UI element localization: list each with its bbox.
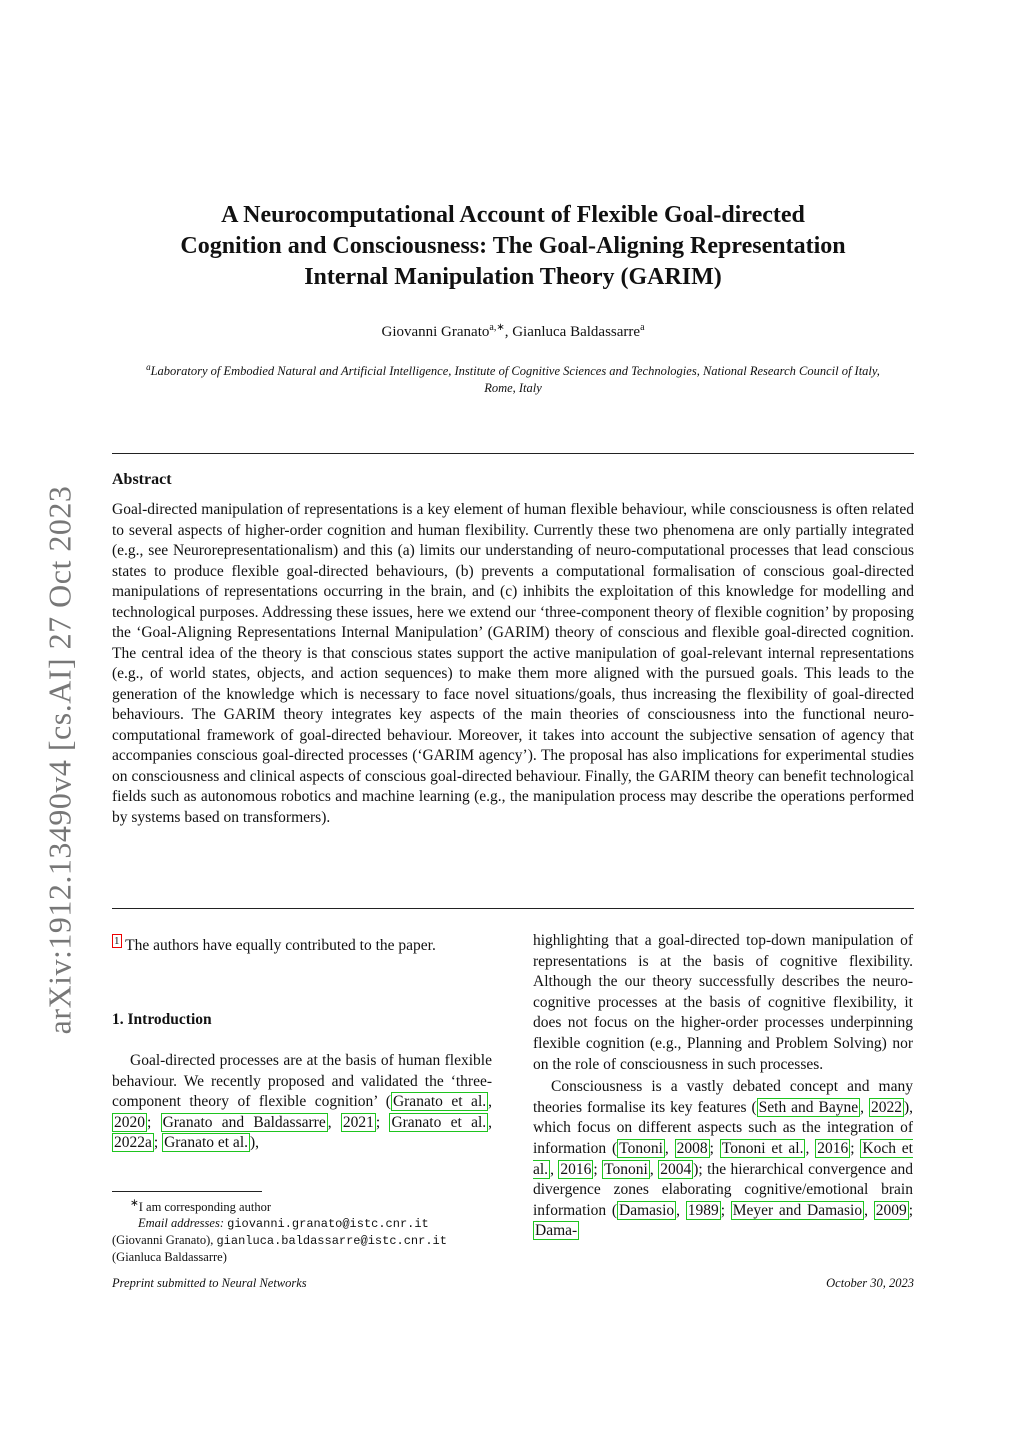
citation-link[interactable]: Tononi (619, 1139, 663, 1157)
date-note: October 30, 2023 (826, 1276, 914, 1290)
equal-contribution-note: $^1$ The authors have equally contributed to the paper. (114, 935, 436, 955)
citation-link[interactable]: 2016 (817, 1139, 849, 1157)
arxiv-side-label (0, 460, 80, 1060)
abstract-top-rule (112, 453, 914, 454)
intro-right-column (533, 931, 913, 1242)
section-heading-introduction: 1. Introduction (112, 1011, 212, 1028)
citation-link[interactable]: 2016 (560, 1160, 592, 1178)
email-link[interactable]: gianluca.baldassarre@istc.cnr.it (216, 1234, 447, 1249)
paper-title: A Neurocomputational Account of Flexible Goal-directed Cognition and Consciousness: The Goal-Aligning Representation Internal Manipulation Theory (GARIM) (180, 202, 846, 290)
citation-link[interactable]: Seth and Bayne (758, 1098, 859, 1116)
citation-link[interactable]: Granato et al. (392, 1093, 487, 1111)
citation-link[interactable]: Granato and Baldassarre (162, 1113, 326, 1131)
abstract-bottom-rule (112, 908, 914, 909)
author-list: Giovanni Granato$^{a,∗}$, Gianluca Baldassarre$^a$ (381, 322, 645, 340)
author-baldassarre: Gianluca Baldassarre (512, 324, 641, 340)
author-granato: Giovanni Granato (381, 324, 490, 340)
citation-link[interactable]: Granato et al. (391, 1113, 487, 1131)
citation-link[interactable]: Tononi (604, 1160, 648, 1178)
citation-link[interactable]: Dama- (535, 1222, 578, 1240)
citation-link[interactable]: 2022a (114, 1134, 152, 1152)
citation-link[interactable]: Granato et al. (164, 1134, 248, 1152)
intro-paragraph: Goal-directed processes are at the basis of human flexible behaviour. We recently proposed and validated the ‘three-component theory of flexible cognition’ ( Granato et al. , 2020 ; Granato and Baldassarre , 2021 ; Granato et al. , 2022a ; Granato et al. ), (112, 1052, 493, 1152)
citation-link[interactable]: 2021 (342, 1113, 374, 1131)
citation-link[interactable]: 1989 (687, 1201, 719, 1219)
abstract-text: Goal-directed manipulation of representations is a key element of human flexible behaviour, while consciousness is often related to several aspects of higher-order cognition and human flexibility. Currently these two phenomena are only partially integrated (e.g., see Neurorepresentationalism) and this (a) limits our understanding of neuro-computational processes that lead conscious states to produce flexible goal-directed behaviours, (b) prevents a computational formalisation of conscious goal-directed manipulations of representations occurring in the brain, and (c) inhibits the exploitation of this knowledge for modelling and technological purposes. Addressing these issues, here we extend our ‘three-component theory of flexible cognition’ by proposing the ‘Goal-Aligning Representations Internal Manipulation’ (GARIM) theory of conscious and flexible goal-directed cognition. The central idea of the theory is that conscious states support the active manipulation of goal-relevant internal representations (e.g., of world states, objects, and action sequences) to make them more aligned with the pursued goals. This leads to the generation of the knowledge which is necessary to face novel situations/goals, thus increasing the flexibility of goal-directed behaviours. The GARIM theory integrates key aspects of the main theories of consciousness into the functional neuro-computational framework of goal-directed behaviour. Moreover, it takes into account the subjective sensation of agency that accompanies conscious goal-directed processes (‘GARIM agency’). The proposal has also implications for experimental studies on consciousness and clinical aspects of conscious goal-directed behaviour. Finally, the GARIM theory can benefit technological fields such as autonomous robotics and machine learning (e.g., the manipulation process may describe the operations performed by systems based on transformers). (112, 501, 914, 826)
citation-link[interactable]: 2009 (875, 1201, 907, 1219)
corresponding-footnote: ∗I am corresponding author Email addresses: giovanni.granato@istc.cnr.it (Giovanni Granato), gianluca.baldassarre@istc.cnr.it (Gianluca Baldassarre) (112, 1198, 447, 1265)
citation-link[interactable]: Koch et al. (533, 1139, 913, 1178)
affiliation: $^a$Laboratory of Embodied Natural and Artificial Intelligence, Institute of Cognitive Sciences and Technologies, National Research Council of Italy, Rome, Italy (146, 362, 880, 396)
citation-link[interactable]: 2008 (676, 1139, 708, 1157)
footnote-rule (112, 1191, 262, 1192)
citation-link[interactable]: Tononi et al. (721, 1139, 804, 1157)
preprint-note: Preprint submitted to Neural Networks (112, 1276, 307, 1290)
right-paragraph-2: Consciousness is a vastly debated concept and many theories formalise its key features ( Seth and Bayne , 2022 ), which focus on different aspects such as the integration of information ( Tononi , 2008 ; Tononi et al. , 2016 ; Koch et al. , 2016 ; Tononi , 2004 ); the hierarchical convergence and divergence zones elaborating cognitive/emotional brain information ( Damasio , 1989 ; Meyer and Damasio , 2009 ; Dama- (533, 1078, 914, 1240)
email-link[interactable]: giovanni.granato@istc.cnr.it (227, 1217, 429, 1232)
citation-link[interactable]: Damasio (619, 1201, 675, 1219)
citation-link[interactable]: Meyer and Damasio (732, 1201, 863, 1219)
intro-left-column (112, 1051, 492, 1154)
citation-link[interactable]: 2004 (660, 1160, 692, 1178)
abstract-heading: Abstract (112, 471, 172, 488)
arxiv-identifier: arXiv:1912.13490v4 [cs.AI] 27 Oct 2023 (41, 485, 78, 1035)
citation-link[interactable]: 2020 (114, 1113, 145, 1131)
citation-link[interactable]: 2022 (870, 1098, 902, 1116)
right-paragraph-1: highlighting that a goal-directed top-down manipulation of representations is at the basis of cognitive flexibility. Although the our theory successfully describes the neuro-cognitive processes at the basis of cognitive flexibility, it does not focus on the higher-order processes underpinning flexible cognition (e.g., Planning and Problem Solving) nor on the role of consciousness in such processes. (533, 932, 913, 1073)
note-marker-link[interactable]: 1 (114, 935, 120, 947)
